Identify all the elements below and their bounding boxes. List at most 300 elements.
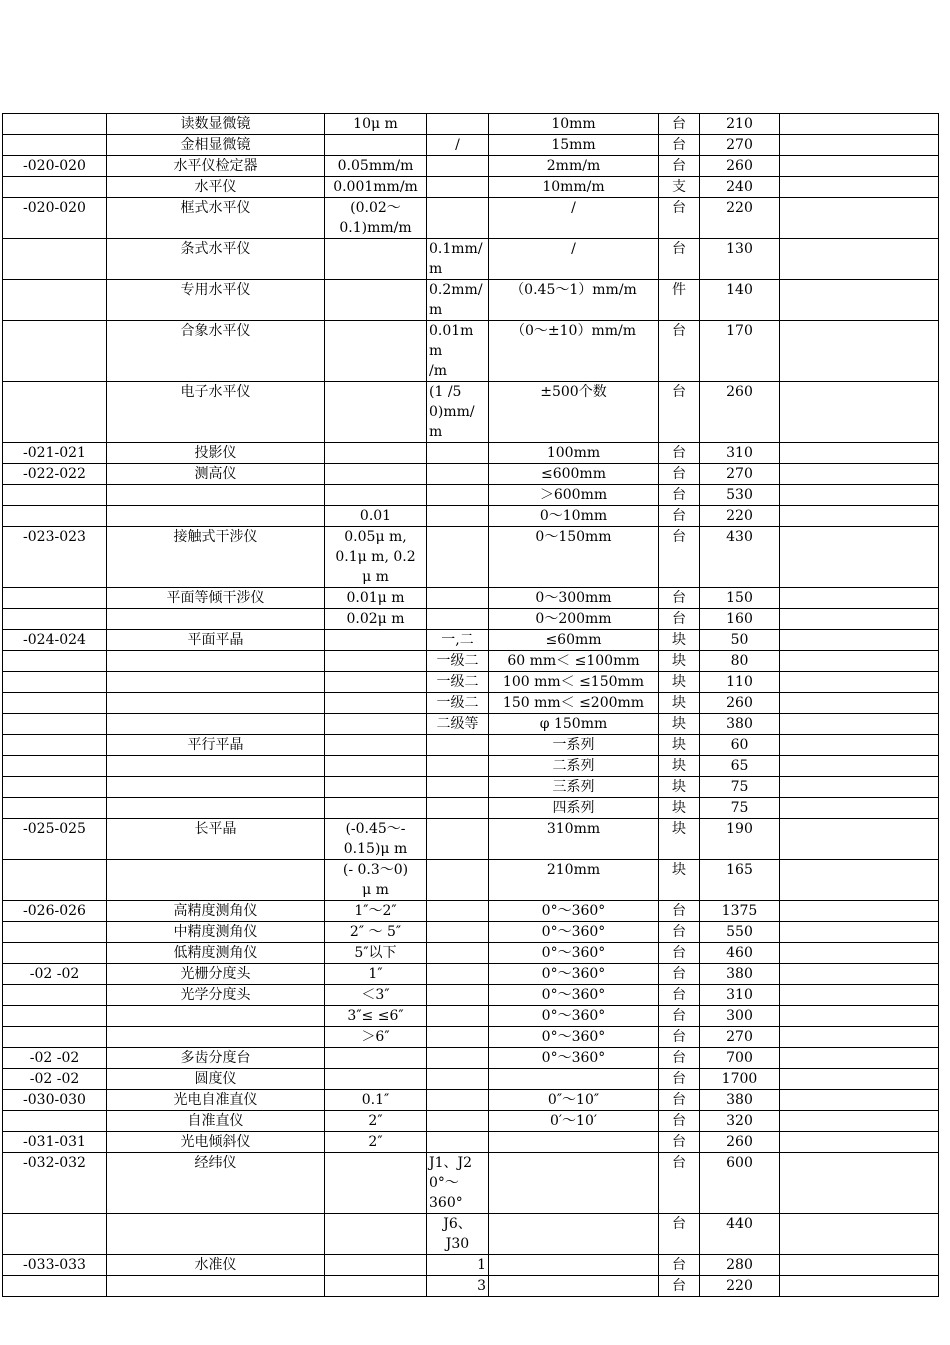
unit-cell: 台: [659, 1027, 700, 1048]
range-cell: 0°～360°: [489, 964, 659, 985]
price-cell: 280: [700, 1255, 780, 1276]
code-cell: -020-020: [3, 198, 107, 239]
unit-cell: 台: [659, 1111, 700, 1132]
remark-cell: [780, 1069, 939, 1090]
instrument-name-cell: 圆度仪: [107, 1069, 325, 1090]
resolution-cell: 2″ ～ 5″: [325, 922, 427, 943]
grade-cell: [427, 464, 489, 485]
range-cell: 0°～360°: [489, 943, 659, 964]
code-cell: -025-025: [3, 819, 107, 860]
instrument-name-cell: 专用水平仪: [107, 280, 325, 321]
resolution-cell: 0.02μ m: [325, 609, 427, 630]
table-row: [3, 777, 939, 798]
remark-cell: [780, 1006, 939, 1027]
remark-cell: [780, 177, 939, 198]
table-row: [3, 485, 939, 506]
resolution-cell: [325, 1069, 427, 1090]
code-cell: -02 -02: [3, 1048, 107, 1069]
resolution-cell: ＜3″: [325, 985, 427, 1006]
resolution-cell: [325, 630, 427, 651]
price-cell: 65: [700, 756, 780, 777]
instrument-name-cell: 光栅分度头: [107, 964, 325, 985]
table-row: [3, 1276, 939, 1297]
remark-cell: [780, 735, 939, 756]
grade-cell: [427, 198, 489, 239]
remark-cell: [780, 443, 939, 464]
table-row: [3, 527, 939, 588]
table-row: [3, 1255, 939, 1276]
resolution-cell: 0.1″: [325, 1090, 427, 1111]
instrument-price-table: [2, 113, 939, 1297]
instrument-name-cell: 水平仪: [107, 177, 325, 198]
code-cell: [3, 1276, 107, 1297]
grade-cell: [427, 588, 489, 609]
resolution-cell: [325, 714, 427, 735]
instrument-name-cell: [107, 777, 325, 798]
resolution-cell: [325, 777, 427, 798]
unit-cell: 台: [659, 922, 700, 943]
table-row: [3, 506, 939, 527]
resolution-cell: [325, 485, 427, 506]
grade-cell: [427, 1090, 489, 1111]
instrument-name-cell: 低精度测角仪: [107, 943, 325, 964]
price-cell: 170: [700, 321, 780, 382]
grade-cell: [427, 964, 489, 985]
instrument-name-cell: 接触式干涉仪: [107, 527, 325, 588]
range-cell: 0°～360°: [489, 922, 659, 943]
grade-cell: [427, 901, 489, 922]
remark-cell: [780, 1027, 939, 1048]
resolution-cell: [325, 443, 427, 464]
code-cell: [3, 1006, 107, 1027]
code-cell: -032-032: [3, 1153, 107, 1214]
price-cell: 260: [700, 1132, 780, 1153]
grade-cell: [427, 985, 489, 1006]
remark-cell: [780, 819, 939, 860]
remark-cell: [780, 1048, 939, 1069]
grade-cell: /: [427, 135, 489, 156]
table-row: [3, 672, 939, 693]
range-cell: [489, 1153, 659, 1214]
range-cell: （0.45～1）mm/m: [489, 280, 659, 321]
remark-cell: [780, 280, 939, 321]
remark-cell: [780, 777, 939, 798]
unit-cell: 台: [659, 321, 700, 382]
grade-cell: 一级二: [427, 651, 489, 672]
grade-cell: [427, 860, 489, 901]
instrument-name-cell: 平行平晶: [107, 735, 325, 756]
unit-cell: 台: [659, 1069, 700, 1090]
unit-cell: 块: [659, 819, 700, 860]
remark-cell: [780, 985, 939, 1006]
price-cell: 140: [700, 280, 780, 321]
code-cell: [3, 135, 107, 156]
range-cell: ±500个数: [489, 382, 659, 443]
table-row: [3, 1153, 939, 1214]
instrument-name-cell: [107, 609, 325, 630]
range-cell: 150 mm＜ ≤200mm: [489, 693, 659, 714]
price-cell: 310: [700, 443, 780, 464]
price-cell: 440: [700, 1214, 780, 1255]
instrument-name-cell: 条式水平仪: [107, 239, 325, 280]
instrument-name-cell: [107, 506, 325, 527]
grade-cell: [427, 485, 489, 506]
grade-cell: [427, 443, 489, 464]
instrument-name-cell: [107, 1214, 325, 1255]
unit-cell: 台: [659, 964, 700, 985]
remark-cell: [780, 901, 939, 922]
unit-cell: 块: [659, 777, 700, 798]
resolution-cell: 2″: [325, 1132, 427, 1153]
remark-cell: [780, 798, 939, 819]
code-cell: [3, 1111, 107, 1132]
range-cell: [489, 1276, 659, 1297]
unit-cell: 台: [659, 382, 700, 443]
range-cell: 0°～360°: [489, 1027, 659, 1048]
range-cell: 0～200mm: [489, 609, 659, 630]
remark-cell: [780, 156, 939, 177]
price-cell: 460: [700, 943, 780, 964]
table-row: [3, 651, 939, 672]
price-cell: 150: [700, 588, 780, 609]
resolution-cell: ＞6″: [325, 1027, 427, 1048]
unit-cell: 台: [659, 114, 700, 135]
remark-cell: [780, 527, 939, 588]
table-row: [3, 280, 939, 321]
remark-cell: [780, 651, 939, 672]
resolution-cell: 0.01: [325, 506, 427, 527]
code-cell: -02 -02: [3, 964, 107, 985]
code-cell: -02 -02: [3, 1069, 107, 1090]
grade-cell: 1: [427, 1255, 489, 1276]
price-cell: 530: [700, 485, 780, 506]
table-row: [3, 693, 939, 714]
table-row: [3, 1132, 939, 1153]
resolution-cell: 0.05μ m, 0.1μ m, 0.2 μ m: [325, 527, 427, 588]
price-cell: 380: [700, 714, 780, 735]
price-cell: 270: [700, 464, 780, 485]
price-cell: 110: [700, 672, 780, 693]
grade-cell: [427, 922, 489, 943]
instrument-name-cell: 测高仪: [107, 464, 325, 485]
code-cell: -024-024: [3, 630, 107, 651]
grade-cell: [427, 1048, 489, 1069]
table-row: [3, 588, 939, 609]
code-cell: -021-021: [3, 443, 107, 464]
resolution-cell: [325, 382, 427, 443]
instrument-name-cell: 光学分度头: [107, 985, 325, 1006]
unit-cell: 块: [659, 714, 700, 735]
resolution-cell: 0.05mm/m: [325, 156, 427, 177]
instrument-name-cell: 框式水平仪: [107, 198, 325, 239]
unit-cell: 块: [659, 651, 700, 672]
price-cell: 240: [700, 177, 780, 198]
grade-cell: 二级等: [427, 714, 489, 735]
range-cell: 0°～360°: [489, 901, 659, 922]
unit-cell: 台: [659, 1090, 700, 1111]
price-cell: 260: [700, 693, 780, 714]
instrument-name-cell: 平面平晶: [107, 630, 325, 651]
code-cell: [3, 1027, 107, 1048]
resolution-cell: 2″: [325, 1111, 427, 1132]
range-cell: [489, 1069, 659, 1090]
unit-cell: 台: [659, 943, 700, 964]
grade-cell: [427, 777, 489, 798]
instrument-name-cell: [107, 714, 325, 735]
instrument-name-cell: 金相显微镜: [107, 135, 325, 156]
price-cell: 1700: [700, 1069, 780, 1090]
instrument-name-cell: 中精度测角仪: [107, 922, 325, 943]
table-row: [3, 609, 939, 630]
resolution-cell: [325, 321, 427, 382]
code-cell: [3, 280, 107, 321]
table-row: [3, 443, 939, 464]
unit-cell: 块: [659, 756, 700, 777]
unit-cell: 台: [659, 1048, 700, 1069]
instrument-name-cell: [107, 1006, 325, 1027]
unit-cell: 台: [659, 156, 700, 177]
instrument-name-cell: 平面等倾干涉仪: [107, 588, 325, 609]
price-cell: 220: [700, 506, 780, 527]
price-cell: 160: [700, 609, 780, 630]
remark-cell: [780, 198, 939, 239]
grade-cell: [427, 1006, 489, 1027]
table-row: [3, 177, 939, 198]
resolution-cell: 0.001mm/m: [325, 177, 427, 198]
resolution-cell: [325, 1153, 427, 1214]
grade-cell: [427, 506, 489, 527]
resolution-cell: (-0.45～- 0.15)μ m: [325, 819, 427, 860]
range-cell: [489, 1255, 659, 1276]
resolution-cell: [325, 693, 427, 714]
resolution-cell: [325, 651, 427, 672]
price-cell: 1375: [700, 901, 780, 922]
price-cell: 220: [700, 198, 780, 239]
table-row: [3, 156, 939, 177]
code-cell: [3, 382, 107, 443]
grade-cell: 0.1mm/ m: [427, 239, 489, 280]
range-cell: 10mm/m: [489, 177, 659, 198]
remark-cell: [780, 382, 939, 443]
instrument-name-cell: [107, 485, 325, 506]
grade-cell: [427, 177, 489, 198]
range-cell: 0″～10″: [489, 1090, 659, 1111]
unit-cell: 支: [659, 177, 700, 198]
resolution-cell: 0.01μ m: [325, 588, 427, 609]
table-row: [3, 1027, 939, 1048]
table-row: [3, 756, 939, 777]
unit-cell: 台: [659, 135, 700, 156]
range-cell: /: [489, 239, 659, 280]
price-cell: 190: [700, 819, 780, 860]
code-cell: [3, 714, 107, 735]
instrument-name-cell: 电子水平仪: [107, 382, 325, 443]
range-cell: ＞600mm: [489, 485, 659, 506]
code-cell: [3, 756, 107, 777]
unit-cell: 块: [659, 860, 700, 901]
price-cell: 380: [700, 964, 780, 985]
table-row: [3, 321, 939, 382]
remark-cell: [780, 630, 939, 651]
resolution-cell: (0.02～ 0.1)mm/m: [325, 198, 427, 239]
remark-cell: [780, 672, 939, 693]
resolution-cell: 5″以下: [325, 943, 427, 964]
remark-cell: [780, 1111, 939, 1132]
code-cell: [3, 860, 107, 901]
price-cell: 75: [700, 798, 780, 819]
price-cell: 550: [700, 922, 780, 943]
resolution-cell: (- 0.3～0) μ m: [325, 860, 427, 901]
table-row: [3, 114, 939, 135]
remark-cell: [780, 506, 939, 527]
table-row: [3, 464, 939, 485]
price-cell: 260: [700, 382, 780, 443]
code-cell: [3, 651, 107, 672]
resolution-cell: [325, 1276, 427, 1297]
unit-cell: 台: [659, 1214, 700, 1255]
resolution-cell: 1″～2″: [325, 901, 427, 922]
price-cell: 210: [700, 114, 780, 135]
instrument-name-cell: [107, 672, 325, 693]
grade-cell: J6、 J30: [427, 1214, 489, 1255]
price-cell: 270: [700, 135, 780, 156]
range-cell: 0°～360°: [489, 985, 659, 1006]
grade-cell: 3: [427, 1276, 489, 1297]
grade-cell: [427, 943, 489, 964]
resolution-cell: [325, 464, 427, 485]
code-cell: [3, 922, 107, 943]
grade-cell: [427, 756, 489, 777]
unit-cell: 台: [659, 1132, 700, 1153]
code-cell: [3, 177, 107, 198]
code-cell: [3, 985, 107, 1006]
table-row: [3, 901, 939, 922]
table-row: [3, 860, 939, 901]
range-cell: 2mm/m: [489, 156, 659, 177]
grade-cell: [427, 527, 489, 588]
grade-cell: [427, 1069, 489, 1090]
price-cell: 700: [700, 1048, 780, 1069]
table-row: [3, 798, 939, 819]
price-cell: 130: [700, 239, 780, 280]
unit-cell: 台: [659, 985, 700, 1006]
remark-cell: [780, 1276, 939, 1297]
grade-cell: 一级二: [427, 672, 489, 693]
code-cell: -022-022: [3, 464, 107, 485]
table-body: [3, 114, 939, 1297]
unit-cell: 台: [659, 527, 700, 588]
price-table-container: [2, 113, 938, 1297]
code-cell: -030-030: [3, 1090, 107, 1111]
unit-cell: 台: [659, 901, 700, 922]
unit-cell: 台: [659, 1006, 700, 1027]
table-row: [3, 1111, 939, 1132]
code-cell: [3, 798, 107, 819]
remark-cell: [780, 321, 939, 382]
instrument-name-cell: 高精度测角仪: [107, 901, 325, 922]
instrument-name-cell: [107, 860, 325, 901]
remark-cell: [780, 135, 939, 156]
grade-cell: [427, 798, 489, 819]
instrument-name-cell: [107, 1276, 325, 1297]
range-cell: 100mm: [489, 443, 659, 464]
range-cell: 二系列: [489, 756, 659, 777]
price-cell: 320: [700, 1111, 780, 1132]
range-cell: 0′～10′: [489, 1111, 659, 1132]
unit-cell: 台: [659, 198, 700, 239]
range-cell: 10mm: [489, 114, 659, 135]
remark-cell: [780, 239, 939, 280]
price-cell: 165: [700, 860, 780, 901]
resolution-cell: 10μ m: [325, 114, 427, 135]
range-cell: 15mm: [489, 135, 659, 156]
instrument-name-cell: 长平晶: [107, 819, 325, 860]
code-cell: -033-033: [3, 1255, 107, 1276]
range-cell: 四系列: [489, 798, 659, 819]
code-cell: [3, 943, 107, 964]
range-cell: 0°～360°: [489, 1006, 659, 1027]
remark-cell: [780, 922, 939, 943]
resolution-cell: [325, 239, 427, 280]
code-cell: [3, 777, 107, 798]
range-cell: （0～±10）mm/m: [489, 321, 659, 382]
table-row: [3, 1048, 939, 1069]
price-cell: 80: [700, 651, 780, 672]
grade-cell: 一,二: [427, 630, 489, 651]
price-cell: 60: [700, 735, 780, 756]
range-cell: 0～300mm: [489, 588, 659, 609]
code-cell: -023-023: [3, 527, 107, 588]
unit-cell: 块: [659, 735, 700, 756]
remark-cell: [780, 588, 939, 609]
unit-cell: 台: [659, 1255, 700, 1276]
remark-cell: [780, 1255, 939, 1276]
resolution-cell: [325, 135, 427, 156]
table-row: [3, 922, 939, 943]
instrument-name-cell: [107, 693, 325, 714]
unit-cell: 台: [659, 609, 700, 630]
code-cell: -020-020: [3, 156, 107, 177]
range-cell: [489, 1214, 659, 1255]
table-row: [3, 714, 939, 735]
table-row: [3, 630, 939, 651]
unit-cell: 台: [659, 1153, 700, 1214]
grade-cell: [427, 114, 489, 135]
table-row: [3, 1214, 939, 1255]
code-cell: [3, 588, 107, 609]
resolution-cell: [325, 1255, 427, 1276]
grade-cell: [427, 735, 489, 756]
code-cell: [3, 672, 107, 693]
table-row: [3, 1069, 939, 1090]
price-cell: 430: [700, 527, 780, 588]
instrument-name-cell: 多齿分度台: [107, 1048, 325, 1069]
remark-cell: [780, 756, 939, 777]
code-cell: [3, 239, 107, 280]
remark-cell: [780, 693, 939, 714]
code-cell: -031-031: [3, 1132, 107, 1153]
remark-cell: [780, 964, 939, 985]
unit-cell: 件: [659, 280, 700, 321]
table-row: [3, 135, 939, 156]
remark-cell: [780, 485, 939, 506]
unit-cell: 块: [659, 672, 700, 693]
grade-cell: [427, 1027, 489, 1048]
table-row: [3, 239, 939, 280]
table-row: [3, 985, 939, 1006]
range-cell: /: [489, 198, 659, 239]
remark-cell: [780, 943, 939, 964]
